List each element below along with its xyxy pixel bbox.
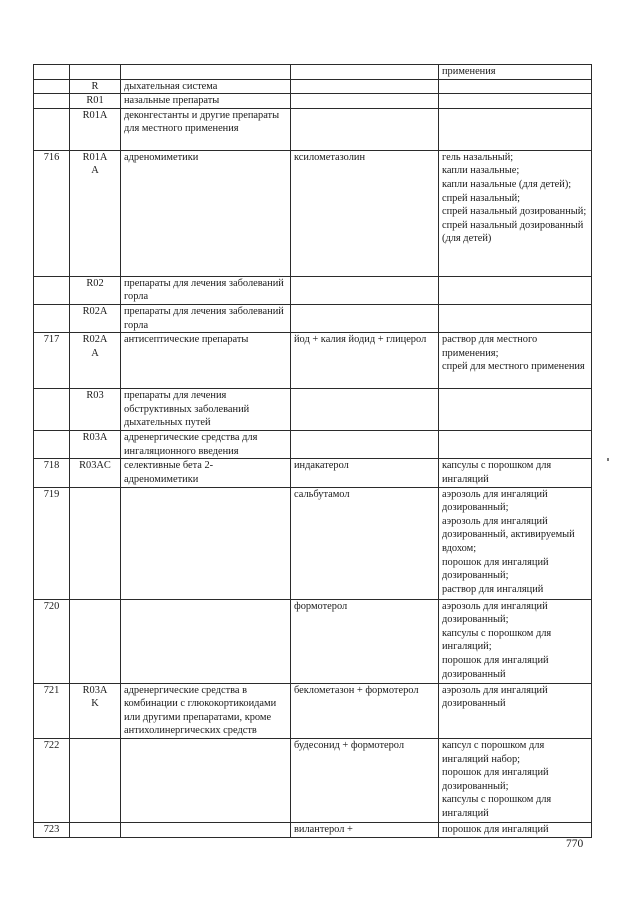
row-number-cell	[34, 94, 70, 109]
row-number-cell	[34, 79, 70, 94]
atc-code-cell	[70, 333, 121, 389]
pharmacological-group-cell	[121, 65, 291, 80]
dosage-forms-cell	[439, 94, 592, 109]
dosage-forms-cell	[439, 459, 592, 487]
dosage-form-item: капсул с порошком для ингаляций набор;	[442, 739, 545, 765]
atc-code-cell: R03AC	[70, 459, 121, 487]
row-number-cell	[34, 389, 70, 431]
row-number-cell: 723	[34, 822, 70, 837]
atc-code-cell	[70, 65, 121, 80]
dosage-forms-cell	[439, 389, 592, 431]
row-number-cell	[34, 304, 70, 332]
pharmacological-group-cell: селективные бета 2-адреномиметики	[121, 459, 291, 487]
pharmacological-group-cell: препараты для лечения заболеваний горла	[121, 304, 291, 332]
drug-name-cell: формотерол	[291, 599, 439, 683]
pharmacological-group-cell	[121, 738, 291, 822]
dosage-form-item: порошок для ингаляций дозированный;	[442, 767, 549, 792]
table-body	[34, 65, 592, 838]
drug-name-cell: ксилометазолин	[291, 150, 439, 276]
atc-code-cell	[70, 150, 121, 276]
scan-artifact	[607, 458, 609, 461]
pharmacological-group-cell	[121, 487, 291, 599]
pharmacological-group-cell	[121, 822, 291, 837]
pharmacological-group-cell: препараты для лечения заболеваний горла	[121, 276, 291, 304]
dosage-form-item: аэрозоль для ингаляций дозированный	[442, 684, 548, 710]
drug-name-cell	[291, 276, 439, 304]
dosage-form-item: капли назальные;	[442, 165, 520, 177]
dosage-forms-cell	[439, 822, 592, 837]
drug-name-cell: вилантерол +	[291, 822, 439, 837]
dosage-forms-cell	[439, 304, 592, 332]
dosage-form-item: капли назальные (для детей);	[442, 178, 572, 190]
dosage-form-item: аэрозоль для ингаляций дозированный, активируемый вдохом;	[442, 515, 575, 554]
dosage-forms-cell	[439, 333, 592, 389]
dosage-form-item: применения	[442, 66, 496, 77]
dosage-form-item: спрей назальный дозированный;	[442, 206, 587, 218]
dosage-form-item: капсулы с порошком для ингаляций;	[442, 627, 552, 653]
drug-name-cell	[291, 389, 439, 431]
atc-code-cell: R03	[70, 389, 121, 431]
row-number-cell	[34, 65, 70, 80]
drug-name-cell	[291, 94, 439, 109]
drug-name-cell: йод + калия йодид + глицерол	[291, 333, 439, 389]
row-number-cell	[34, 431, 70, 459]
row-number-cell: 721	[34, 683, 70, 738]
table-row	[34, 683, 592, 738]
atc-code-cell	[70, 738, 121, 822]
table-row	[34, 822, 592, 837]
atc-code-line: K	[91, 698, 99, 710]
dosage-form-item: спрей для местного применения	[442, 361, 585, 373]
row-number-cell: 717	[34, 333, 70, 389]
dosage-forms-cell	[439, 487, 592, 599]
pharmacological-group-cell: назальные препараты	[121, 94, 291, 109]
dosage-forms-cell	[439, 79, 592, 94]
atc-code-cell	[70, 599, 121, 683]
drug-name-cell: беклометазон + формотерол	[291, 683, 439, 738]
table-row	[34, 333, 592, 389]
table-row	[34, 94, 592, 109]
pharmacological-group-cell: деконгестанты и другие препараты для местного применения	[121, 108, 291, 150]
row-number-cell: 722	[34, 738, 70, 822]
table-row	[34, 599, 592, 683]
atc-code-cell: R02A	[70, 304, 121, 332]
dosage-form-item: аэрозоль для ингаляций дозированный;	[442, 600, 548, 626]
drug-name-cell	[291, 304, 439, 332]
atc-code-cell: R01	[70, 94, 121, 109]
atc-code-cell: R03A	[70, 431, 121, 459]
atc-code-line: A	[91, 165, 99, 177]
medication-table	[33, 64, 592, 838]
atc-code-line: R03A	[82, 684, 108, 696]
table-row	[34, 150, 592, 276]
drug-name-cell	[291, 108, 439, 150]
drug-name-cell: сальбутамол	[291, 487, 439, 599]
dosage-form-item: порошок для ингаляций дозированный;	[442, 556, 549, 582]
drug-name-cell: будесонид + формотерол	[291, 738, 439, 822]
drug-name-cell	[291, 431, 439, 459]
drug-name-cell	[291, 79, 439, 94]
atc-code-cell	[70, 487, 121, 599]
dosage-form-item: капсулы с порошком для ингаляций	[442, 460, 552, 485]
table-row	[34, 276, 592, 304]
drug-name-cell: индакатерол	[291, 459, 439, 487]
table-row	[34, 389, 592, 431]
table-row	[34, 79, 592, 94]
atc-code-cell: R01A	[70, 108, 121, 150]
dosage-forms-cell	[439, 738, 592, 822]
dosage-forms-cell	[439, 65, 592, 80]
row-number-cell: 718	[34, 459, 70, 487]
pharmacological-group-cell: препараты для лечения обструктивных заболеваний дыхательных путей	[121, 389, 291, 431]
dosage-forms-cell	[439, 108, 592, 150]
dosage-form-item: аэрозоль для ингаляций дозированный;	[442, 488, 548, 514]
table-row	[34, 738, 592, 822]
dosage-form-item: раствор для местного применения;	[442, 334, 538, 359]
table-row	[34, 108, 592, 150]
dosage-form-item: капсулы с порошком для ингаляций	[442, 794, 552, 819]
row-number-cell	[34, 276, 70, 304]
dosage-forms-cell	[439, 150, 592, 276]
dosage-form-item: порошок для ингаляций	[442, 823, 549, 835]
row-number-cell: 719	[34, 487, 70, 599]
pharmacological-group-cell	[121, 599, 291, 683]
pharmacological-group-cell: дыхательная система	[121, 79, 291, 94]
dosage-forms-cell	[439, 431, 592, 459]
page-number: 770	[566, 838, 584, 850]
atc-code-cell	[70, 822, 121, 837]
table-row	[34, 431, 592, 459]
table-row	[34, 459, 592, 487]
atc-code-line: R02A	[82, 334, 108, 346]
dosage-form-item: порошок для ингаляций дозированный	[442, 654, 549, 680]
dosage-forms-cell	[439, 599, 592, 683]
atc-code-cell: R	[70, 79, 121, 94]
atc-code-cell: R02	[70, 276, 121, 304]
table-row	[34, 304, 592, 332]
dosage-forms-cell	[439, 276, 592, 304]
atc-code-line: R01A	[82, 151, 108, 163]
dosage-form-item: спрей назальный дозированный (для детей)	[442, 219, 584, 245]
pharmacological-group-cell: адренергические средства для ингаляционного введения	[121, 431, 291, 459]
atc-code-line: A	[91, 347, 99, 359]
pharmacological-group-cell: адреномиметики	[121, 150, 291, 276]
atc-code-cell	[70, 683, 121, 738]
pharmacological-group-cell: адренергические средства в комбинации с глюкокортикоидами или другими препаратами, кроме антихолинергических средств	[121, 683, 291, 738]
dosage-forms-cell	[439, 683, 592, 738]
row-number-cell	[34, 108, 70, 150]
drug-name-cell	[291, 65, 439, 80]
row-number-cell: 716	[34, 150, 70, 276]
dosage-form-item: гель назальный;	[442, 151, 514, 163]
table-row	[34, 487, 592, 599]
dosage-form-item: спрей назальный;	[442, 192, 521, 204]
row-number-cell: 720	[34, 599, 70, 683]
dosage-form-item: раствор для ингаляций	[442, 583, 544, 595]
table-row	[34, 65, 592, 80]
pharmacological-group-cell: антисептические препараты	[121, 333, 291, 389]
